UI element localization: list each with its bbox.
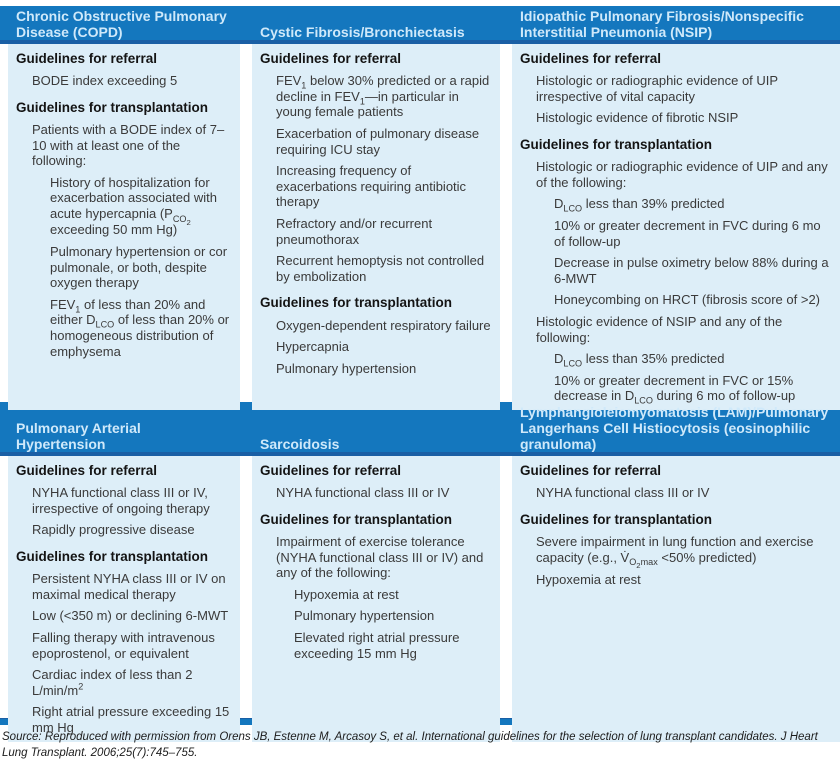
guideline-item: NYHA functional class III or IV (536, 485, 710, 501)
guideline-item: $FEV_1$ below 30% predicted or a rapid decline in $FEV_1—in$ particular in young female patients (276, 73, 490, 120)
referral-items (260, 485, 492, 501)
transplantation-heading: Guidelines for transplantation (260, 295, 453, 311)
section-title-lam: Lymphangioleiomyomatosis (LAM)/Pulmonary Langerhans Cell Histiocytosis (eosinophilic granuloma) (520, 404, 829, 453)
transplantation-heading: Guidelines for transplantation (16, 548, 209, 564)
guideline-item: Exacerbation of pulmonary disease requiring ICU stay (276, 125, 480, 157)
referral-items (16, 73, 232, 89)
guideline-item: Hypoxemia at rest (536, 571, 641, 587)
guideline-item: Honeycombing on HRCT (fibrosis score of >2) (554, 292, 821, 308)
content-row1 (0, 44, 840, 406)
guideline-item: NYHA functional class III or IV (276, 485, 450, 501)
transplantation-heading: Guidelines for transplantation (520, 136, 713, 152)
header-band-row1 (0, 6, 840, 44)
transplantation-items (16, 571, 232, 735)
guideline-item: $D_{LCO}$ less than 35% predicted (554, 351, 725, 369)
guideline-item: Histologic evidence of NSIP and any of the following: (536, 313, 783, 345)
guideline-item: Recurrent hemoptysis not controlled by embolization (276, 253, 485, 284)
guideline-item: History of hospitalization for exacerbation associated with acute hypercapnia ($P_{CO_2}$ exceeding 50 mm Hg) (50, 174, 217, 238)
header-band-row2 (0, 402, 840, 456)
guideline-item: Hypercapnia (276, 339, 349, 355)
guideline-item: Decrease in pulse oximetry below 88% during a 6-MWT (554, 255, 829, 286)
transplantation-heading: Guidelines for transplantation (260, 511, 453, 527)
panel-cystic-fibrosis (252, 44, 500, 410)
section-title-sarcoidosis: Sarcoidosis (260, 436, 340, 453)
source-citation: Source: Reproduced with permission from Orens JB, Estenne M, Arcasoy S, et al. International guidelines for the selection of lung transplant candidates. J Heart Lung Transplant. 2006;25(7):745–755. (2, 731, 818, 759)
guideline-item: Histologic or radiographic evidence of UIP irrespective of vital capacity (536, 73, 778, 104)
transplantation-items (520, 159, 832, 404)
guideline-item: Severe impairment in lung function and exercise capacity (e.g., $V̇_{O_2max} <50\%$ predicted) (536, 533, 814, 570)
guideline-item: Histologic evidence of fibrotic NSIP (536, 110, 739, 126)
guideline-item: $D_{LCO}$ less than 39% predicted (554, 196, 725, 214)
transplantation-items (520, 534, 832, 588)
guideline-item: 10% or greater decrement in FVC during 6 mo of follow-up (554, 217, 821, 249)
referral-items (520, 485, 832, 501)
panel-sarcoidosis (252, 456, 500, 742)
guideline-item: Pulmonary hypertension or cor pulmonale, or both, despite oxygen therapy (50, 243, 228, 291)
guideline-item: Rapidly progressive disease (32, 522, 195, 538)
guideline-item: Impairment of exercise tolerance (NYHA functional class III or IV) and any of the following: (276, 533, 484, 581)
guideline-item: Cardiac index of less than 2 $L/\min/m^2$ (32, 667, 193, 698)
guideline-item: Elevated right atrial pressure exceeding 15 mm Hg (294, 629, 460, 661)
guideline-item: Right atrial pressure exceeding 15 mm Hg (32, 704, 230, 735)
guideline-item: 10% or greater decrement in FVC or 15% decrease in $D_{LCO}$ during 6 mo of follow-up (554, 372, 796, 406)
referral-items (260, 73, 492, 284)
guideline-item: Persistent NYHA class III or IV on maximal medical therapy (32, 571, 226, 602)
transplantation-items (260, 534, 492, 661)
panel-pah (8, 456, 240, 742)
guideline-item: Hypoxemia at rest (294, 586, 399, 602)
guideline-item: Increasing frequency of exacerbations requiring antibiotic therapy (276, 163, 467, 210)
guideline-item: NYHA functional class III or IV, irrespective of ongoing therapy (32, 485, 210, 516)
transplantation-items (16, 122, 232, 359)
guideline-item: Histologic or radiographic evidence of UIP and any of the following: (536, 159, 828, 190)
panel-copd (8, 44, 240, 410)
content-row2 (0, 456, 840, 735)
guideline-item: Pulmonary hypertension (294, 608, 435, 624)
guideline-item: Falling therapy with intravenous epoprostenol, or equivalent (32, 629, 215, 661)
referral-heading: Guidelines for referral (16, 51, 158, 66)
transplantation-heading: Guidelines for transplantation (16, 99, 209, 115)
transplantation-heading: Guidelines for transplantation (520, 511, 713, 527)
guideline-item: $FEV_1$ of less than 20% and either $D_{LCO}$ of less than 20% or homogeneous distribution of emphysema (50, 296, 230, 359)
referral-heading: Guidelines for referral (520, 51, 662, 66)
guideline-item: Refractory and/or recurrent pneumothorax (276, 215, 433, 247)
guideline-item: Low (<350 m) or declining 6-MWT (32, 608, 229, 624)
referral-items (520, 73, 832, 126)
section-title-pah: Pulmonary Arterial Hypertension (16, 420, 141, 453)
guideline-item: BODE index exceeding 5 (32, 73, 178, 89)
guideline-item: Oxygen-dependent respiratory failure (276, 317, 491, 333)
panel-nsip (512, 44, 840, 410)
referral-heading: Guidelines for referral (16, 463, 158, 478)
section-title-copd: Chronic Obstructive Pulmonary Disease (COPD) (16, 8, 227, 41)
section-title-nsip: Idiopathic Pulmonary Fibrosis/Nonspecific Interstitial Pneumonia (NSIP) (520, 8, 804, 41)
referral-heading: Guidelines for referral (260, 51, 402, 66)
transplantation-items (260, 318, 492, 377)
referral-heading: Guidelines for referral (520, 463, 662, 478)
referral-heading: Guidelines for referral (260, 463, 402, 478)
panel-lam (512, 456, 840, 742)
guideline-item: Pulmonary hypertension (276, 360, 417, 376)
referral-items (16, 485, 232, 538)
section-title-cystic-fibrosis: Cystic Fibrosis/Bronchiectasis (260, 24, 465, 41)
guideline-item: Patients with a BODE index of 7–10 with at least one of the following: (32, 121, 225, 169)
